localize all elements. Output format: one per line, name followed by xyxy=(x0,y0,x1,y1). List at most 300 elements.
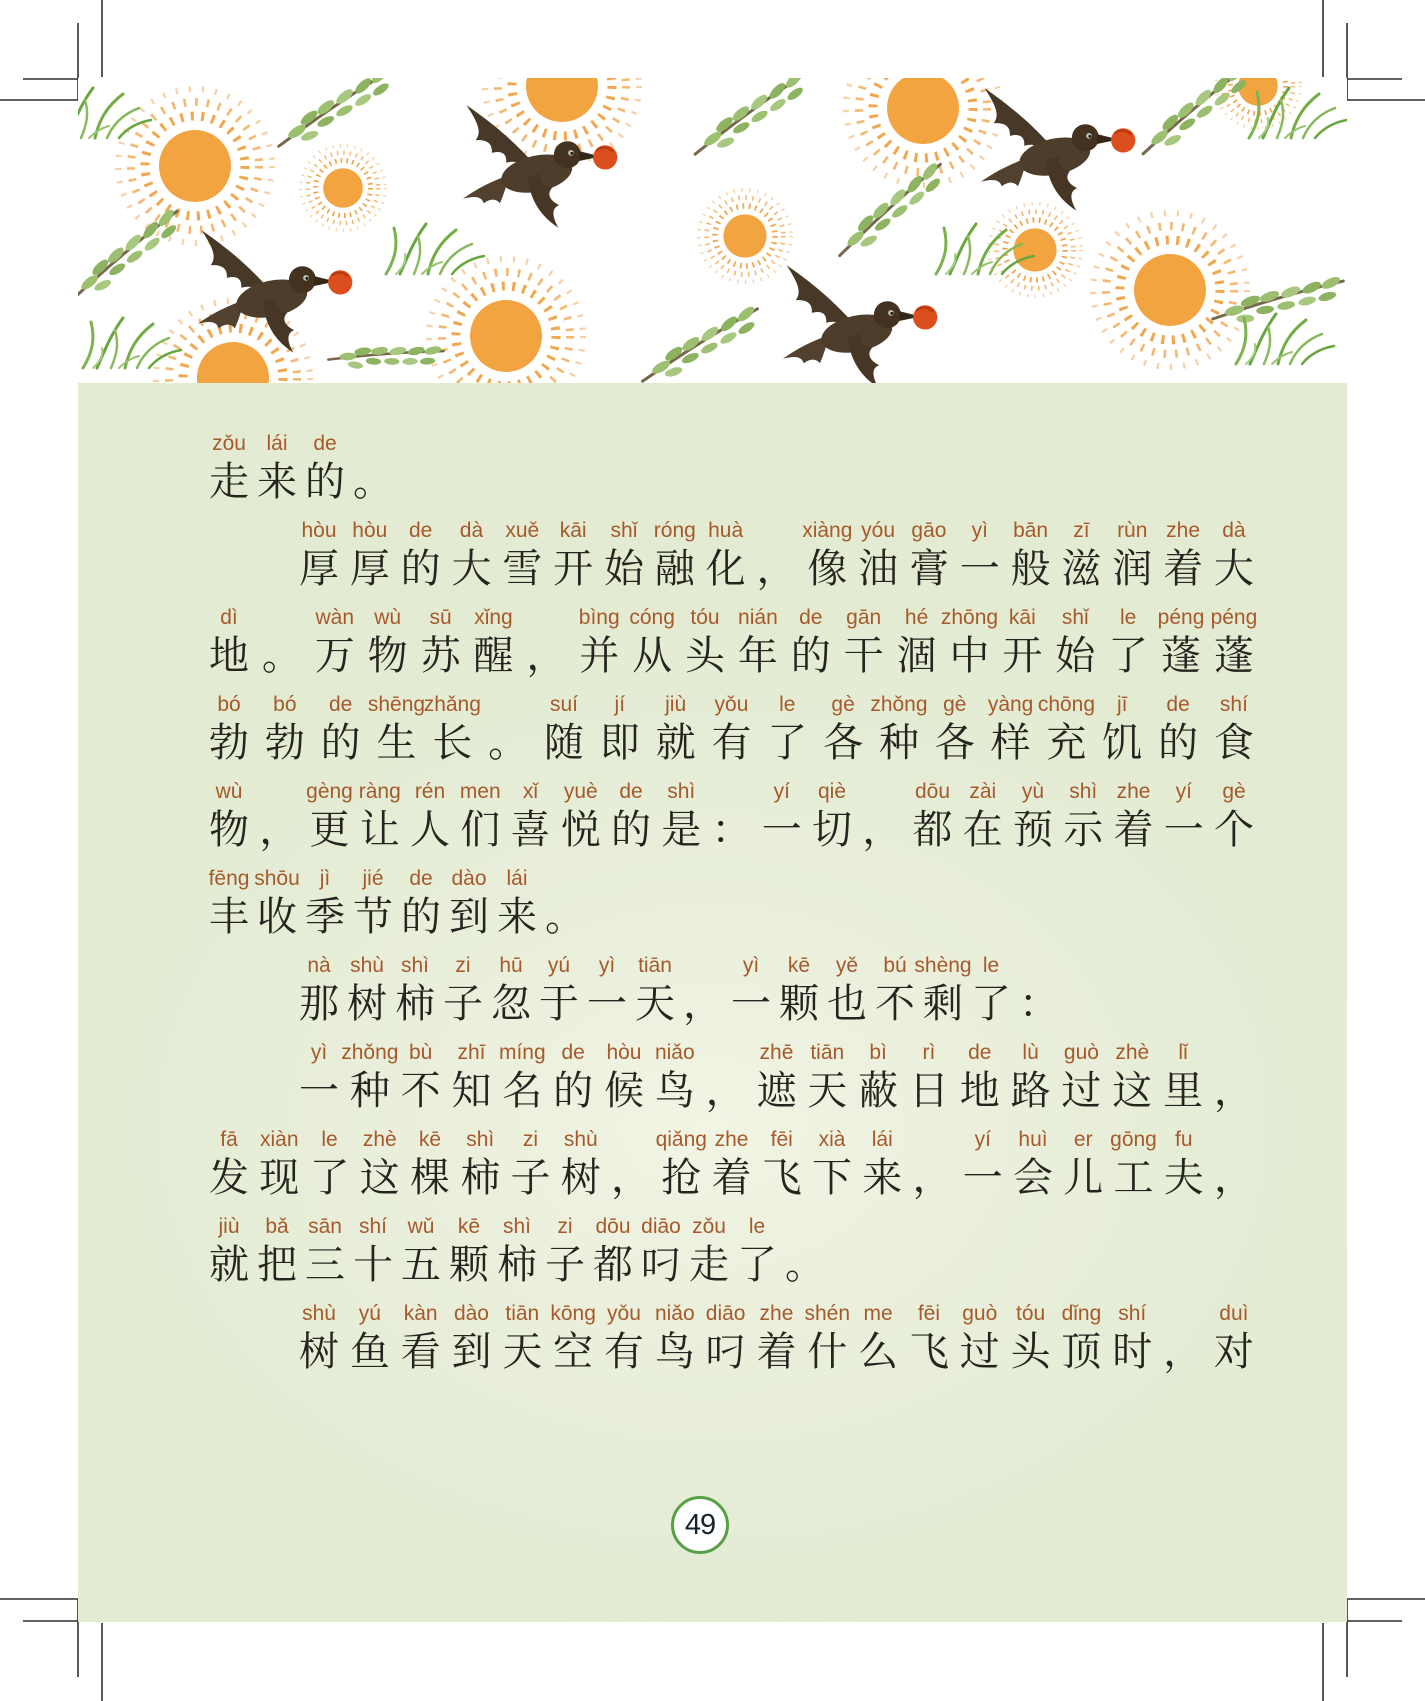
pinyin-syllable: zhe xyxy=(759,1302,794,1325)
char-cell xyxy=(1210,779,1258,857)
pinyin-syllable: le xyxy=(1119,606,1137,629)
char-cell xyxy=(346,518,394,596)
char-cell xyxy=(702,1040,750,1118)
char-cell xyxy=(681,605,729,683)
text-line xyxy=(205,866,1258,944)
hanzi-char: 化 xyxy=(705,546,746,591)
char-cell xyxy=(406,779,454,857)
char-cell xyxy=(651,518,699,596)
char-cell xyxy=(781,1214,829,1292)
char-cell xyxy=(596,692,644,770)
pinyin-syllable: nián xyxy=(738,606,778,629)
pinyin-syllable: qiè xyxy=(817,780,847,803)
char-cell xyxy=(600,518,648,596)
hanzi-char: 忽 xyxy=(491,981,531,1026)
hanzi-char: 么 xyxy=(858,1329,899,1374)
pinyin-syllable: nà xyxy=(307,954,331,977)
pinyin-syllable: yuè xyxy=(563,780,598,803)
char-cell xyxy=(657,779,705,857)
char-cell xyxy=(1210,518,1258,596)
char-cell xyxy=(819,692,867,770)
pinyin-syllable: fēi xyxy=(770,1128,793,1151)
hanzi-char: 过 xyxy=(959,1329,1000,1374)
char-cell xyxy=(708,1127,756,1205)
char-cell xyxy=(535,953,583,1031)
char-cell xyxy=(752,518,800,596)
char-cell xyxy=(343,953,391,1031)
char-cell xyxy=(637,1214,685,1292)
char-cell xyxy=(522,605,570,683)
char-cell xyxy=(702,518,750,596)
pinyin-syllable: zi xyxy=(455,954,471,977)
hanzi-char: ， xyxy=(756,546,797,591)
hanzi-char: 油 xyxy=(858,546,899,591)
char-cell xyxy=(1160,779,1208,857)
hanzi-char: 个 xyxy=(1214,807,1254,852)
hanzi-char: 。 xyxy=(261,633,302,678)
char-cell xyxy=(253,866,301,944)
hanzi-char: 都 xyxy=(593,1242,633,1287)
char-cell xyxy=(341,1040,399,1118)
pinyin-syllable: lái xyxy=(506,867,528,890)
char-cell xyxy=(679,953,727,1031)
char-cell xyxy=(803,1040,851,1118)
pinyin-syllable: de xyxy=(561,1041,585,1064)
pinyin-syllable: fu xyxy=(1174,1128,1193,1151)
char-cell xyxy=(1007,518,1055,596)
hanzi-char: 膏 xyxy=(908,546,949,591)
char-cell xyxy=(652,692,700,770)
hanzi-char: 各 xyxy=(934,720,975,765)
char-cell xyxy=(1015,953,1063,1031)
char-cell xyxy=(752,1040,800,1118)
pinyin-syllable: dì xyxy=(220,606,238,629)
text-line xyxy=(295,1040,1258,1118)
hanzi-char: 了 xyxy=(971,981,1011,1026)
pinyin-syllable: shōu xyxy=(254,867,300,890)
pinyin-syllable: diāo xyxy=(705,1302,746,1325)
pinyin-syllable: yàng xyxy=(987,693,1034,716)
pinyin-syllable: bú xyxy=(883,954,907,977)
hanzi-char: 发 xyxy=(209,1155,249,1200)
hanzi-char: 不 xyxy=(875,981,915,1026)
hanzi-char: 食 xyxy=(1213,720,1254,765)
hanzi-char: 于 xyxy=(539,981,579,1026)
pinyin-syllable: shēng xyxy=(367,693,426,716)
pinyin-syllable: zhǒng xyxy=(870,693,928,716)
hanzi-char: 头 xyxy=(685,633,726,678)
pinyin-syllable: kē xyxy=(418,1128,442,1151)
char-cell xyxy=(549,1301,597,1379)
pinyin-syllable: xiàng xyxy=(802,519,853,542)
char-cell xyxy=(787,605,835,683)
pinyin-text-block xyxy=(205,431,1258,1388)
hanzi-char: 从 xyxy=(632,633,673,678)
char-cell xyxy=(469,605,517,683)
char-cell xyxy=(858,779,906,857)
char-cell xyxy=(541,1214,589,1292)
pinyin-syllable: jí xyxy=(614,693,626,716)
hanzi-char: 鸟 xyxy=(654,1068,695,1113)
char-cell xyxy=(854,1301,902,1379)
hanzi-char: 勃 xyxy=(264,720,305,765)
pinyin-syllable: wù xyxy=(215,780,243,803)
hanzi-char: 工 xyxy=(1113,1155,1154,1200)
hanzi-char: 厚 xyxy=(349,546,390,591)
hanzi-char: 始 xyxy=(1055,633,1096,678)
char-cell xyxy=(507,1127,555,1205)
pinyin-syllable: kāi xyxy=(559,519,587,542)
pinyin-syllable: gè xyxy=(831,693,855,716)
hanzi-char: 抢 xyxy=(661,1155,702,1200)
pinyin-syllable: shí xyxy=(358,1215,387,1238)
char-cell xyxy=(349,866,397,944)
pinyin-syllable: yí xyxy=(773,780,790,803)
char-cell xyxy=(311,605,359,683)
pinyin-syllable: gōng xyxy=(1110,1128,1157,1151)
pinyin-syllable: yú xyxy=(547,954,571,977)
pinyin-syllable: yě xyxy=(835,954,859,977)
char-cell xyxy=(1104,605,1152,683)
char-cell xyxy=(349,431,397,509)
char-cell xyxy=(909,779,957,857)
hanzi-char: 润 xyxy=(1112,546,1153,591)
pinyin-syllable: de xyxy=(968,1041,992,1064)
char-cell xyxy=(1154,692,1202,770)
pinyin-syllable: zi xyxy=(522,1128,539,1151)
pinyin-syllable: hū xyxy=(499,954,523,977)
hanzi-char: 这 xyxy=(1112,1068,1153,1113)
char-cell xyxy=(914,953,972,1031)
pinyin-syllable: xuě xyxy=(505,519,540,542)
pinyin-syllable: shì xyxy=(466,1128,495,1151)
char-cell xyxy=(998,605,1046,683)
pinyin-syllable: xǐng xyxy=(474,606,513,629)
hanzi-char: 那 xyxy=(299,981,339,1026)
hanzi-char: 有 xyxy=(603,1329,644,1374)
char-cell xyxy=(447,1040,495,1118)
char-cell xyxy=(893,605,941,683)
hanzi-char: 走 xyxy=(209,459,249,504)
page-number-badge xyxy=(671,1496,729,1554)
text-line xyxy=(205,1127,1258,1205)
char-cell xyxy=(1110,779,1158,857)
char-cell xyxy=(456,779,504,857)
char-cell xyxy=(631,953,679,1031)
char-cell xyxy=(905,1301,953,1379)
pinyin-syllable: jì xyxy=(319,867,331,890)
char-cell xyxy=(607,1127,655,1205)
char-cell xyxy=(987,692,1035,770)
text-line xyxy=(295,518,1258,596)
pinyin-syllable: yóu xyxy=(861,519,896,542)
pinyin-syllable: bǎ xyxy=(265,1215,289,1238)
hanzi-char: 。 xyxy=(785,1242,825,1287)
hanzi-char: 来 xyxy=(497,894,537,939)
pinyin-syllable: de xyxy=(1166,693,1190,716)
pinyin-syllable: le xyxy=(779,693,796,716)
char-cell xyxy=(356,1127,404,1205)
hanzi-char: 开 xyxy=(1002,633,1043,678)
watercolor-pattern xyxy=(78,78,1347,383)
char-cell xyxy=(1059,1127,1107,1205)
char-cell xyxy=(1210,605,1258,683)
pinyin-syllable: de xyxy=(619,780,643,803)
char-cell xyxy=(909,1127,957,1205)
char-cell xyxy=(1160,1127,1208,1205)
hanzi-char: 切 xyxy=(812,807,852,852)
char-cell xyxy=(498,1301,546,1379)
pinyin-syllable: yǒu xyxy=(714,693,749,716)
hanzi-char: 子 xyxy=(510,1155,551,1200)
hanzi-char: 更 xyxy=(309,807,350,852)
hanzi-char: 的 xyxy=(611,807,651,852)
pinyin-syllable: jiù xyxy=(665,693,687,716)
char-cell xyxy=(931,692,979,770)
hanzi-char: ， xyxy=(862,807,903,852)
hanzi-char: 着 xyxy=(1113,807,1154,852)
char-cell xyxy=(447,1301,495,1379)
hanzi-char: 并 xyxy=(579,633,620,678)
header-illustration-band xyxy=(78,78,1347,383)
pinyin-syllable: xǐ xyxy=(522,780,539,803)
pinyin-syllable: huà xyxy=(708,519,744,542)
char-cell xyxy=(1108,518,1156,596)
pinyin-syllable: yì xyxy=(971,519,988,542)
char-cell xyxy=(205,866,253,944)
char-cell xyxy=(557,1127,605,1205)
hanzi-char: 了 xyxy=(737,1242,777,1287)
char-cell xyxy=(557,779,605,857)
char-cell xyxy=(600,1301,648,1379)
hanzi-char: 了 xyxy=(309,1155,350,1200)
pinyin-syllable: bó xyxy=(273,693,297,716)
hanzi-char: ， xyxy=(1213,1068,1254,1113)
pinyin-syllable: zhè xyxy=(1115,1041,1150,1064)
char-cell xyxy=(484,692,532,770)
pinyin-syllable: gèng xyxy=(306,780,353,803)
text-line xyxy=(295,953,1258,1031)
char-cell xyxy=(397,518,445,596)
hanzi-char: 日 xyxy=(908,1068,949,1113)
pinyin-syllable: kàn xyxy=(403,1302,438,1325)
pinyin-syllable: chōng xyxy=(1037,693,1096,716)
pinyin-syllable: tiān xyxy=(638,954,672,977)
char-cell xyxy=(823,953,871,1031)
pinyin-syllable: lù xyxy=(1022,1041,1039,1064)
hanzi-char: 们 xyxy=(460,807,501,852)
hanzi-char: 树 xyxy=(299,1329,339,1374)
char-cell xyxy=(727,953,775,1031)
char-cell xyxy=(808,1127,856,1205)
pinyin-syllable: shì xyxy=(502,1215,531,1238)
pinyin-syllable: tóu xyxy=(690,606,720,629)
char-cell xyxy=(417,605,465,683)
char-cell xyxy=(255,779,303,857)
text-area xyxy=(78,383,1347,1622)
hanzi-char: 一 xyxy=(1163,807,1204,852)
char-cell xyxy=(317,692,365,770)
char-cell xyxy=(205,779,253,857)
char-cell xyxy=(708,779,756,857)
char-cell xyxy=(367,692,426,770)
char-cell xyxy=(1007,1301,1055,1379)
hanzi-char: 时 xyxy=(1112,1329,1153,1374)
char-cell xyxy=(959,1127,1007,1205)
hanzi-char: 顶 xyxy=(1061,1329,1102,1374)
hanzi-char: 什 xyxy=(807,1329,848,1374)
pinyin-syllable: sū xyxy=(429,606,452,629)
hanzi-char: 颗 xyxy=(449,1242,489,1287)
hanzi-char: 叼 xyxy=(641,1242,681,1287)
char-cell xyxy=(205,692,253,770)
pinyin-syllable: le xyxy=(321,1128,338,1151)
hanzi-char: 一 xyxy=(587,981,627,1026)
char-cell xyxy=(306,1127,354,1205)
char-cell xyxy=(1108,1040,1156,1118)
pinyin-syllable: kāi xyxy=(1008,606,1036,629)
char-cell xyxy=(397,866,445,944)
pinyin-syllable: kōng xyxy=(550,1302,596,1325)
char-cell xyxy=(905,1040,953,1118)
char-cell xyxy=(840,605,888,683)
char-cell xyxy=(775,953,823,1031)
hanzi-char: 大 xyxy=(451,546,492,591)
char-cell xyxy=(498,518,546,596)
char-cell xyxy=(295,1301,343,1379)
hanzi-char: 蓬 xyxy=(1213,633,1254,678)
hanzi-char: 种 xyxy=(878,720,919,765)
char-cell xyxy=(1157,605,1205,683)
hanzi-char: 下 xyxy=(812,1155,852,1200)
char-cell xyxy=(1210,692,1258,770)
pinyin-syllable: shù xyxy=(350,954,384,977)
char-cell xyxy=(1007,1040,1055,1118)
char-cell xyxy=(445,1214,493,1292)
pinyin-syllable: me xyxy=(863,1302,893,1325)
hanzi-char: 知 xyxy=(451,1068,492,1113)
char-cell xyxy=(702,1301,750,1379)
hanzi-char: 充 xyxy=(1046,720,1087,765)
pinyin-syllable: gāo xyxy=(911,519,947,542)
hanzi-char: 地 xyxy=(209,633,249,678)
hanzi-char: 到 xyxy=(449,894,489,939)
pinyin-syllable: er xyxy=(1073,1128,1093,1151)
hanzi-char: 了 xyxy=(767,720,808,765)
hanzi-char: 天 xyxy=(502,1329,543,1374)
char-cell xyxy=(685,1214,733,1292)
pinyin-syllable: fā xyxy=(220,1128,238,1151)
char-cell xyxy=(651,1301,699,1379)
char-cell xyxy=(549,518,597,596)
char-cell xyxy=(803,1301,851,1379)
hanzi-char: 看 xyxy=(400,1329,441,1374)
pinyin-syllable: gè xyxy=(1222,780,1246,803)
char-cell xyxy=(356,779,404,857)
hanzi-char: 万 xyxy=(314,633,355,678)
hanzi-char: 十 xyxy=(353,1242,393,1287)
char-cell xyxy=(301,431,349,509)
hanzi-char: 雪 xyxy=(502,546,543,591)
char-cell xyxy=(397,1301,445,1379)
pinyin-syllable: de xyxy=(313,432,337,455)
pinyin-syllable: wǔ xyxy=(407,1215,435,1238)
char-cell xyxy=(205,605,253,683)
text-line xyxy=(205,692,1258,770)
pinyin-syllable: hé xyxy=(904,606,929,629)
char-cell xyxy=(575,605,623,683)
pinyin-syllable: hòu xyxy=(352,519,388,542)
pinyin-syllable: péng xyxy=(1210,606,1258,629)
hanzi-char: 头 xyxy=(1010,1329,1051,1374)
char-cell xyxy=(397,1040,445,1118)
hanzi-char: 候 xyxy=(603,1068,644,1113)
pinyin-syllable: yì xyxy=(310,1041,328,1064)
char-cell xyxy=(1009,779,1057,857)
pinyin-syllable: zi xyxy=(557,1215,573,1238)
char-cell xyxy=(439,953,487,1031)
char-cell xyxy=(549,1040,597,1118)
pinyin-syllable: róng xyxy=(653,519,696,542)
hanzi-char: 夫 xyxy=(1163,1155,1204,1200)
char-cell xyxy=(1159,518,1207,596)
pinyin-syllable: fēng xyxy=(208,867,250,890)
char-cell xyxy=(1059,779,1107,857)
hanzi-char: 着 xyxy=(1163,546,1204,591)
text-line xyxy=(205,605,1258,683)
pinyin-syllable: dōu xyxy=(914,780,951,803)
hanzi-char: ： xyxy=(711,807,752,852)
hanzi-char: ， xyxy=(611,1155,651,1200)
pinyin-syllable: rùn xyxy=(1117,519,1148,542)
char-cell xyxy=(295,518,343,596)
pinyin-syllable: bìng xyxy=(578,606,620,629)
hanzi-char: 物 xyxy=(209,807,249,852)
char-cell xyxy=(583,953,631,1031)
pinyin-syllable: cóng xyxy=(629,606,675,629)
hanzi-char: 过 xyxy=(1061,1068,1102,1113)
char-cell xyxy=(956,1040,1004,1118)
hanzi-char: 着 xyxy=(756,1329,797,1374)
pinyin-syllable: zǒu xyxy=(212,432,246,455)
hanzi-char: 路 xyxy=(1010,1068,1051,1113)
hanzi-char: 干 xyxy=(843,633,884,678)
pinyin-syllable: dōu xyxy=(595,1215,631,1238)
hanzi-char: 里 xyxy=(1163,1068,1204,1113)
char-cell xyxy=(493,1214,541,1292)
hanzi-char: 飞 xyxy=(908,1329,949,1374)
hanzi-char: 就 xyxy=(209,1242,249,1287)
char-cell xyxy=(1057,1040,1105,1118)
char-cell xyxy=(1098,692,1146,770)
char-cell xyxy=(1057,518,1105,596)
text-line xyxy=(205,431,1258,509)
hanzi-char: 醒 xyxy=(473,633,514,678)
pinyin-syllable: de xyxy=(328,693,353,716)
char-cell xyxy=(397,1214,445,1292)
pinyin-syllable: hòu xyxy=(606,1041,642,1064)
pinyin-syllable: zhe xyxy=(1116,780,1151,803)
pinyin-syllable: shǐ xyxy=(1061,606,1089,629)
char-cell xyxy=(940,605,999,683)
hanzi-char: 树 xyxy=(560,1155,601,1200)
pinyin-syllable: jiù xyxy=(218,1215,240,1238)
char-cell xyxy=(493,866,541,944)
hanzi-char: 飞 xyxy=(761,1155,802,1200)
hanzi-char: 始 xyxy=(603,546,644,591)
pinyin-syllable: suí xyxy=(549,693,578,716)
pinyin-syllable: shèng xyxy=(914,954,972,977)
